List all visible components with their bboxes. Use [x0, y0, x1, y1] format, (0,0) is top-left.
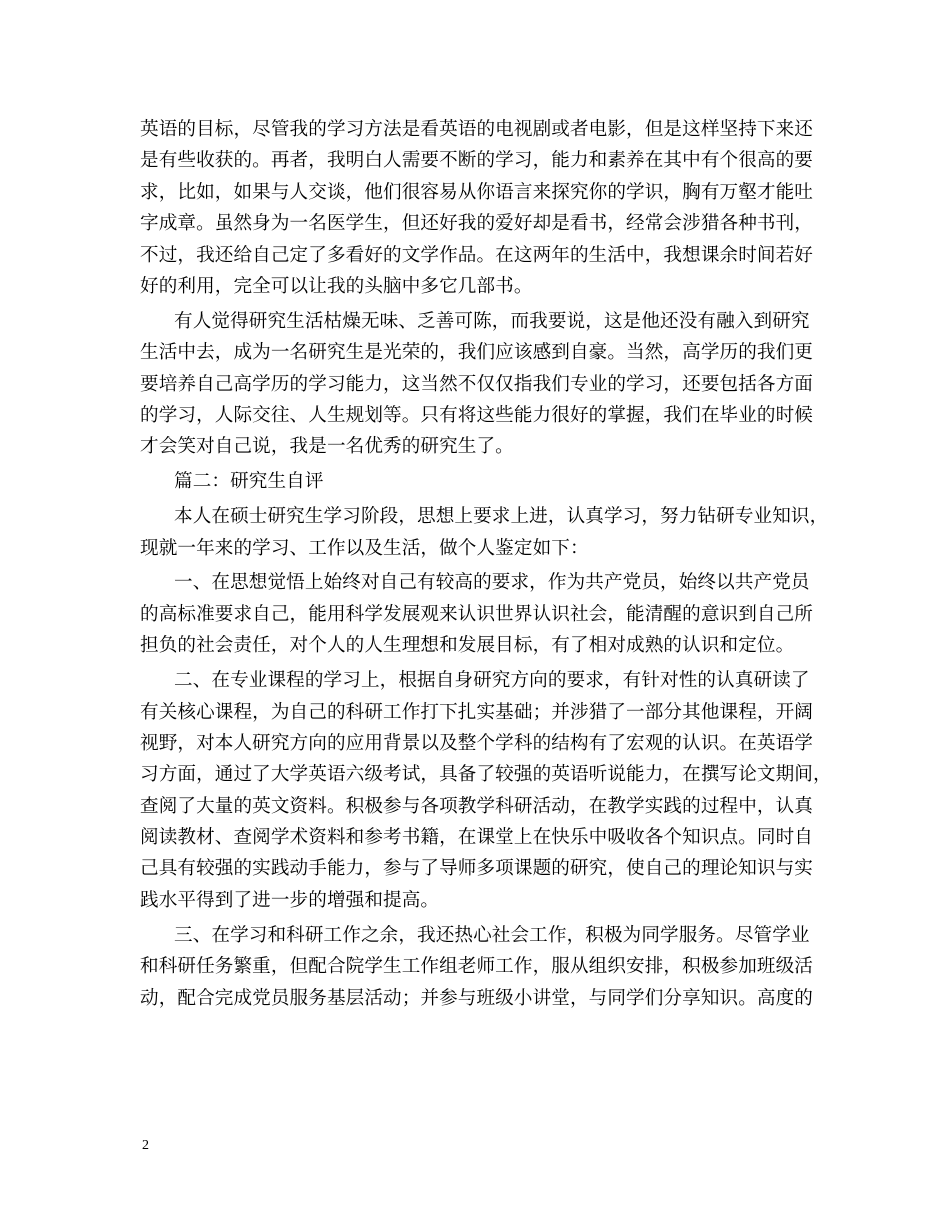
text-line: 的学习，人际交往、人生规划等。只有将这些能力很好的掌握，我们在毕业的时候 [140, 405, 813, 427]
text-line: 本人在硕士研究生学习阶段，思想上要求上进，认真学习，努力钻研专业知识， [174, 506, 829, 528]
text-line: 有关核心课程，为自己的科研工作打下扎实基础；并涉猎了一部分其他课程，开阔 [140, 701, 813, 723]
text-line: 二、在专业课程的学习上，根据自身研究方向的要求，有针对性的认真研读了 [174, 670, 810, 692]
text-line: 和科研任务繁重，但配合院学生工作组老师工作，服从组织安排，积极参加班级活 [140, 956, 813, 978]
text-line: 的高标准要求自己，能用科学发展观来认识世界认识社会，能清醒的意识到自己所 [140, 603, 813, 625]
text-line: 习方面，通过了大学英语六级考试，具备了较强的英语听说能力，在撰写论文期间， [140, 764, 832, 786]
text-line: 践水平得到了进一步的增强和提高。 [140, 889, 440, 911]
page-number: 2 [142, 1138, 149, 1153]
text-line: 求，比如，如果与人交谈，他们很容易从你语言来探究你的学识，胸有万壑才能吐 [140, 181, 813, 203]
text-line: 字成章。虽然身为一名医学生，但还好我的爱好却是看书，经常会涉猎各种书刊， [140, 213, 813, 235]
text-line: 生活中去，成为一名研究生是光荣的，我们应该感到自豪。当然，高学历的我们更 [140, 342, 813, 364]
text-line: 才会笑对自己说，我是一名优秀的研究生了。 [140, 436, 514, 458]
text-line: 动，配合完成党员服务基层活动；并参与班级小讲堂，与同学们分享知识。高度的 [140, 987, 813, 1009]
text-line: 好的利用，完全可以让我的头脑中多它几部书。 [140, 275, 533, 297]
text-line: 英语的目标，尽管我的学习方法是看英语的电视剧或者电影，但是这样坚持下来还 [140, 119, 813, 140]
text-line: 阅读教材、查阅学术资料和参考书籍，在课堂上在快乐中吸收各个知识点。同时自 [140, 827, 813, 849]
text-line: 有人觉得研究生活枯燥无味、乏善可陈，而我要说，这是他还没有融入到研究 [174, 310, 810, 332]
text-line: 三、在学习和科研工作之余，我还热心社会工作，积极为同学服务。尽管学业 [174, 924, 810, 946]
text-line: 己具有较强的实践动手能力，参与了导师多项课题的研究，使自己的理论知识与实 [140, 858, 813, 880]
text-line: 一、在思想觉悟上始终对自己有较高的要求，作为共产党员，始终以共产党员 [174, 572, 810, 594]
text-line: 不过，我还给自己定了多看好的文学作品。在这两年的生活中，我想课余时间若好 [140, 244, 813, 266]
text-line: 担负的社会责任，对个人的人生理想和发展目标，有了相对成熟的认识和定位。 [140, 635, 795, 657]
text-line: 现就一年来的学习、工作以及生活，做个人鉴定如下： [140, 537, 589, 559]
text-line: 要培养自己高学历的学习能力，这当然不仅仅指我们专业的学习，还要包括各方面 [140, 373, 813, 395]
text-line: 是有些收获的。再者，我明白人需要不断的学习，能力和素养在其中有个很高的要 [140, 150, 813, 172]
text-line: 视野，对本人研究方向的应用背景以及整个学科的结构有了宏观的认识。在英语学 [140, 732, 813, 754]
section-heading: 篇二：研究生自评 [174, 471, 324, 493]
text-line: 查阅了大量的英文资料。积极参与各项教学科研活动，在教学实践的过程中，认真 [140, 795, 813, 817]
body-text [140, 114, 830, 1014]
